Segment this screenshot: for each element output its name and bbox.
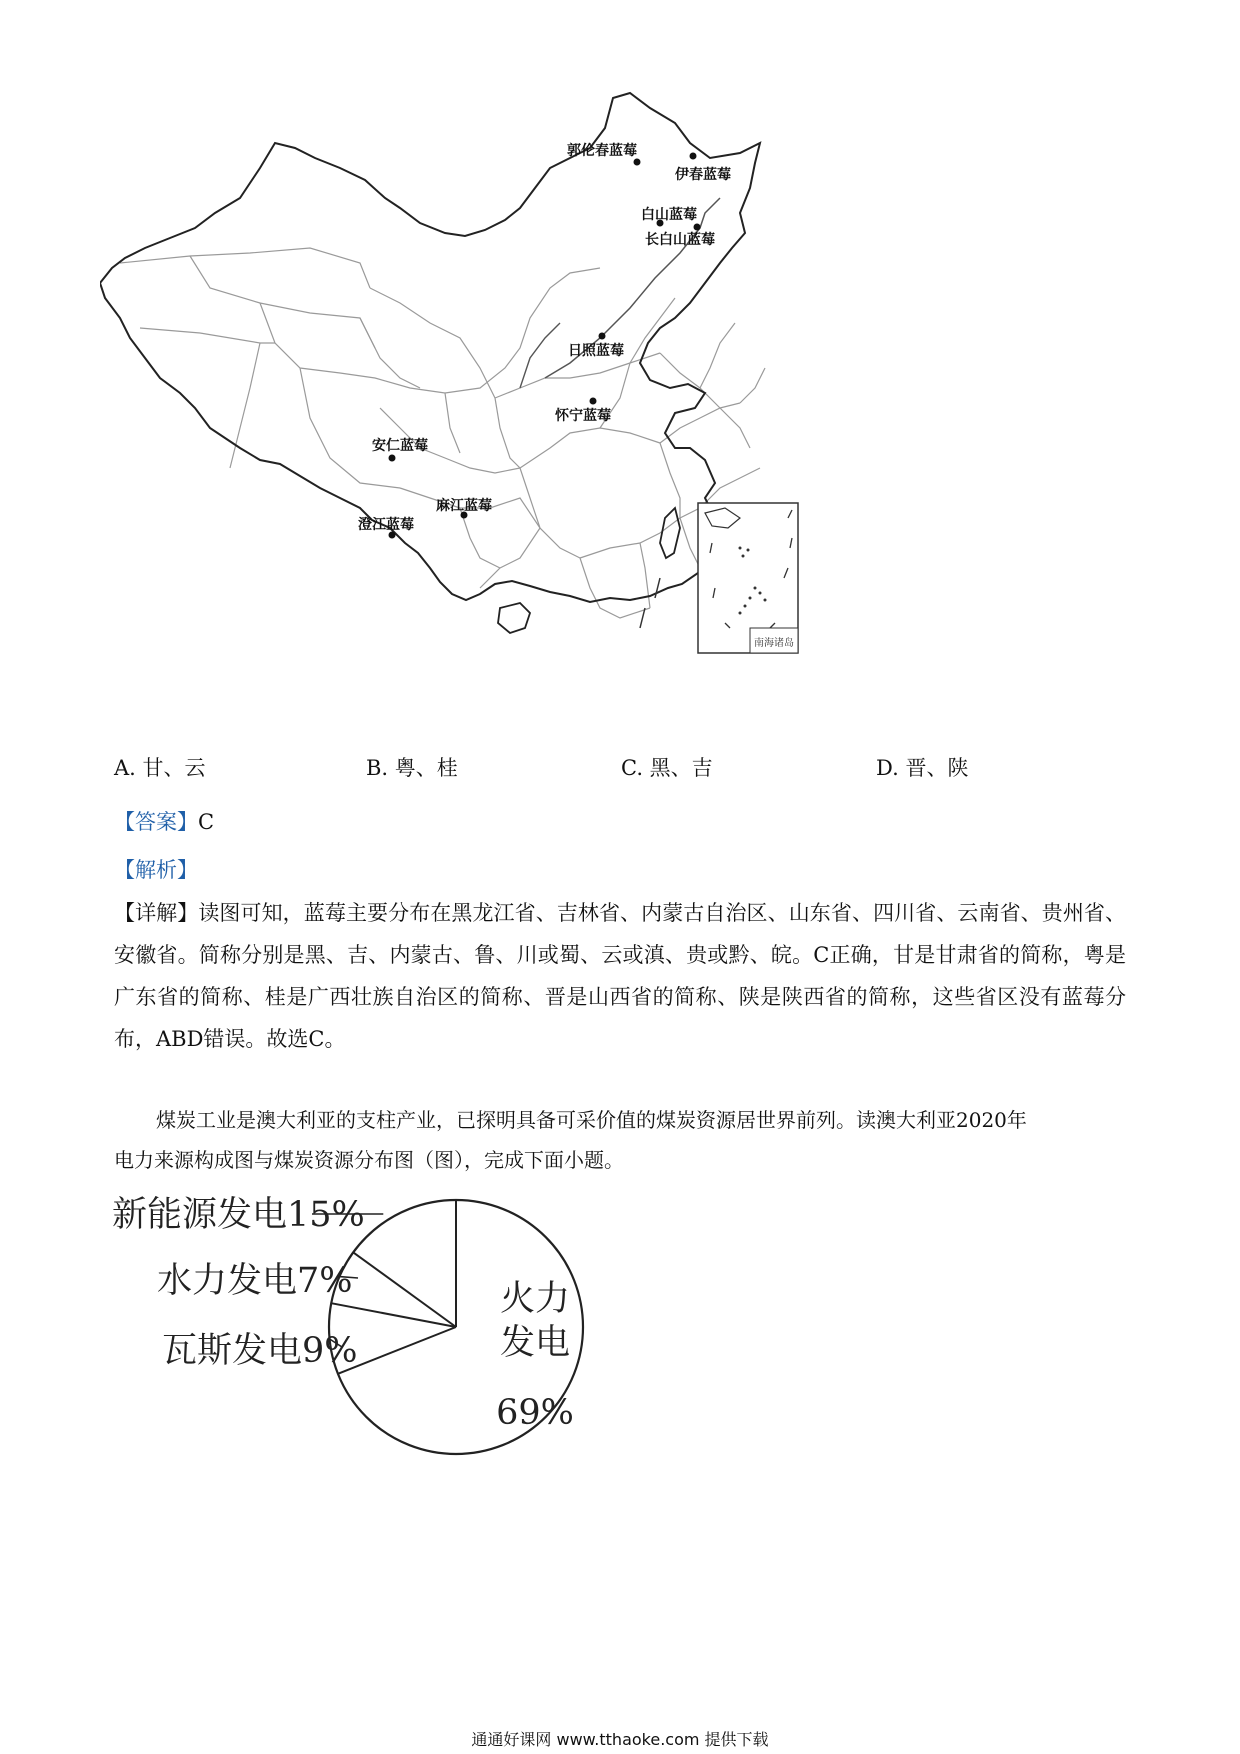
intro-line-1: 煤炭工业是澳大利亚的支柱产业，已探明具备可采价值的煤炭资源居世界前列。读澳大利亚2020年 <box>156 1108 1027 1132</box>
detail-text: 读图可知，蓝莓主要分布在黑龙江省、吉林省、内蒙古自治区、山东省、四川省、云南省、贵州省、安徽省。简称分别是黑、吉、内蒙古、鲁、川或蜀、云或滇、贵或黔、皖。C正确，甘是甘肃省的简称，粤是广东省的简称、桂是广西壮族自治区的简称、晋是山西省的简称、陕是陕西省的简称，这些省区没有蓝莓分布，ABD错误。故选C。 <box>114 901 1126 1051</box>
site-label-5: 日照蓝莓 <box>568 343 624 359</box>
site-dot <box>690 153 697 160</box>
site-dot <box>599 333 606 340</box>
option-b[interactable]: B. 粤、桂 <box>366 756 458 780</box>
detail-tag: 【详解】 <box>114 901 199 925</box>
taiwan-island <box>660 508 680 558</box>
pie-inner-label-2: 发电 <box>499 1323 571 1363</box>
option-a[interactable]: A. 甘、云 <box>114 756 206 780</box>
pie-inner-value: 69% <box>496 1393 574 1433</box>
pie-label-gas: 瓦斯发电9% <box>162 1331 358 1371</box>
analysis-line <box>114 854 198 884</box>
site-label-1: 郭伦春蓝莓 <box>567 143 637 159</box>
answer-tag: 【答案】 <box>114 810 198 834</box>
site-label-4: 长白山蓝莓 <box>645 232 715 248</box>
power-source-pie-chart <box>100 1164 680 1484</box>
blueberry-sites <box>358 142 731 539</box>
site-dot <box>389 455 396 462</box>
pie-inner-label-1: 火力 <box>499 1279 571 1319</box>
option-c[interactable]: C. 黑、吉 <box>621 756 713 780</box>
site-dot <box>634 159 641 166</box>
site-dot <box>694 224 701 231</box>
site-label-8: 麻江蓝莓 <box>436 498 492 514</box>
answer-value: C <box>198 810 215 834</box>
site-label-3: 白山蓝莓 <box>641 207 697 223</box>
site-label-6: 怀宁蓝莓 <box>555 408 611 424</box>
answer-options <box>114 752 1134 786</box>
pie-label-new-energy: 新能源发电15% <box>112 1195 365 1235</box>
detail-paragraph <box>114 892 1126 1060</box>
site-label-7: 安仁蓝莓 <box>372 438 428 454</box>
china-outline <box>100 93 760 602</box>
pie-label-hydro: 水力发电7% <box>157 1261 353 1301</box>
site-label-9: 澄江蓝莓 <box>358 517 414 533</box>
answer-line <box>114 806 214 836</box>
inset-label: 南海诸岛 <box>754 638 794 649</box>
china-blueberry-map <box>100 88 900 738</box>
south-sea-inset <box>698 503 798 653</box>
site-dot <box>590 398 597 405</box>
site-label-2: 伊春蓝莓 <box>675 167 731 183</box>
intro-line-2: 电力来源构成图与煤炭资源分布图（图），完成下面小题。 <box>114 1148 624 1172</box>
analysis-tag: 【解析】 <box>114 858 198 882</box>
hainan-island <box>498 603 530 633</box>
footer-text: 通通好课网 www.tthaoke.com 提供下载 <box>471 1730 769 1749</box>
option-d[interactable]: D. 晋、陕 <box>876 756 969 780</box>
